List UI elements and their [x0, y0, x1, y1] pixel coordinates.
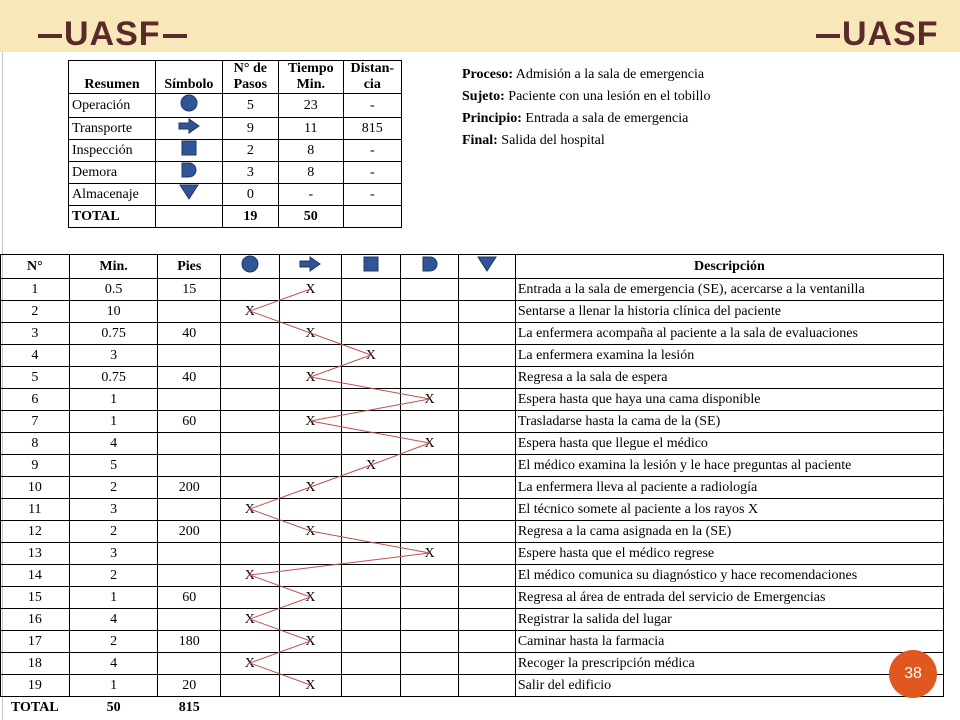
symbol-cell	[221, 367, 280, 389]
summary-time: 11	[279, 118, 344, 140]
table-row	[1, 499, 944, 521]
step-feet	[158, 565, 221, 587]
step-mark: X	[244, 655, 255, 671]
symbol-cell	[459, 367, 516, 389]
symbol-cell	[400, 653, 459, 675]
table-row	[1, 675, 944, 697]
triangle-down-icon	[477, 256, 497, 277]
symbol-cell	[279, 609, 342, 631]
step-mark-cell	[279, 367, 342, 389]
symbol-cell	[342, 389, 401, 411]
summary-distance: -	[343, 94, 401, 118]
symbol-cell	[459, 345, 516, 367]
symbol-cell	[400, 477, 459, 499]
summary-label: Almacenaje	[69, 184, 156, 206]
symbol-cell	[221, 323, 280, 345]
step-feet: 60	[158, 411, 221, 433]
step-description: Caminar hasta la farmacia	[515, 631, 943, 653]
symbol-cell	[342, 609, 401, 631]
logo-left: UASF	[36, 16, 189, 52]
symbol-cell	[459, 433, 516, 455]
step-description: Espera hasta que llegue el médico	[515, 433, 943, 455]
step-number: 19	[1, 675, 70, 697]
summary-steps: 5	[222, 94, 278, 118]
step-mark: X	[244, 303, 255, 319]
step-feet: 200	[158, 477, 221, 499]
step-mark-cell	[221, 301, 280, 323]
symbol-cell	[342, 323, 401, 345]
step-number: 8	[1, 433, 70, 455]
header-pies: Pies	[158, 255, 221, 279]
step-description: Registrar la salida del lugar	[515, 609, 943, 631]
process-info-line	[462, 108, 710, 130]
step-mark-cell	[279, 521, 342, 543]
step-mark: X	[305, 677, 316, 693]
symbol-cell	[279, 455, 342, 477]
step-number: 14	[1, 565, 70, 587]
step-mark: X	[244, 567, 255, 583]
step-mark: X	[244, 501, 255, 517]
symbol-cell	[400, 675, 459, 697]
process-info-line	[462, 86, 710, 108]
step-feet: 20	[158, 675, 221, 697]
step-minutes: 2	[69, 521, 158, 543]
step-minutes: 1	[69, 389, 158, 411]
symbol-cell	[342, 543, 401, 565]
summary-symbol	[156, 184, 223, 206]
symbol-cell	[459, 587, 516, 609]
symbol-cell	[459, 455, 516, 477]
step-mark: X	[305, 281, 316, 297]
step-number: 10	[1, 477, 70, 499]
step-description: La enfermera acompaña al paciente a la sala de evaluaciones	[515, 323, 943, 345]
step-mark: X	[365, 457, 377, 473]
square-icon	[363, 256, 379, 277]
symbol-cell	[459, 631, 516, 653]
symbol-cell	[400, 565, 459, 587]
step-description: Espere hasta que el médico regrese	[515, 543, 943, 565]
step-mark-cell	[400, 389, 459, 411]
arrow-right-icon	[178, 118, 200, 139]
step-mark-cell	[221, 609, 280, 631]
step-mark-cell	[279, 631, 342, 653]
symbol-cell	[221, 543, 280, 565]
symbol-cell	[342, 631, 401, 653]
process-info-line	[462, 64, 710, 86]
step-description: La enfermera lleva al paciente a radiología	[515, 477, 943, 499]
step-mark-cell	[221, 653, 280, 675]
symbol-cell	[459, 521, 516, 543]
circle-icon	[241, 255, 259, 278]
symbol-cell	[459, 323, 516, 345]
summary-symbol	[156, 94, 223, 118]
symbol-cell	[400, 521, 459, 543]
symbol-cell	[221, 279, 280, 301]
step-description: Sentarse a llenar la historia clínica del paciente	[515, 301, 943, 323]
symbol-cell	[459, 675, 516, 697]
step-mark: X	[424, 545, 435, 561]
symbol-cell	[221, 675, 280, 697]
step-minutes: 5	[69, 455, 158, 477]
process-info-label: Proceso:	[462, 67, 514, 82]
step-description: Regresa a la cama asignada en la (SE)	[515, 521, 943, 543]
table-row	[1, 323, 944, 345]
header-numero: N°	[1, 255, 70, 279]
step-minutes: 2	[69, 565, 158, 587]
step-feet	[158, 389, 221, 411]
delay-d-icon	[422, 256, 438, 277]
step-mark: X	[305, 325, 316, 341]
page-number-badge: 38	[889, 650, 937, 698]
table-row	[1, 455, 944, 477]
step-minutes: 4	[69, 653, 158, 675]
step-number: 9	[1, 455, 70, 477]
step-feet: 60	[158, 587, 221, 609]
summary-distance: -	[343, 162, 401, 184]
symbol-cell	[342, 367, 401, 389]
step-description: Trasladarse hasta la cama de la (SE)	[515, 411, 943, 433]
process-info-value: Paciente con una lesión en el tobillo	[508, 89, 711, 104]
step-mark-cell	[279, 587, 342, 609]
process-chart-table	[0, 254, 944, 718]
summary-symbol	[156, 140, 223, 162]
step-mark-cell	[221, 499, 280, 521]
summary-row	[69, 162, 402, 184]
summary-label: Demora	[69, 162, 156, 184]
symbol-cell	[279, 653, 342, 675]
step-number: 2	[1, 301, 70, 323]
step-minutes: 10	[69, 301, 158, 323]
process-total-minutes: 50	[106, 699, 121, 715]
process-total-empty	[221, 697, 944, 719]
step-minutes: 1	[69, 411, 158, 433]
summary-total-empty	[156, 206, 223, 228]
summary-header-tiempo: Tiempo Min.	[279, 61, 344, 94]
process-info-value: Entrada a sala de emergencia	[525, 111, 689, 126]
step-mark: X	[305, 633, 316, 649]
symbol-cell	[400, 411, 459, 433]
symbol-cell	[342, 279, 401, 301]
step-mark: X	[305, 523, 316, 539]
summary-steps: 9	[222, 118, 278, 140]
symbol-cell	[221, 521, 280, 543]
summary-label: Transporte	[69, 118, 156, 140]
summary-time: 23	[279, 94, 344, 118]
step-minutes: 1	[69, 675, 158, 697]
summary-table	[68, 60, 402, 228]
summary-total-time: 50	[279, 206, 344, 228]
process-info-line	[462, 130, 710, 152]
symbol-cell	[221, 587, 280, 609]
process-info-label: Sujeto:	[462, 89, 505, 104]
step-number: 5	[1, 367, 70, 389]
symbol-cell	[459, 279, 516, 301]
step-minutes: 2	[69, 477, 158, 499]
symbol-cell	[459, 653, 516, 675]
summary-steps: 2	[222, 140, 278, 162]
symbol-cell	[459, 609, 516, 631]
step-mark: X	[305, 369, 316, 385]
summary-steps: 3	[222, 162, 278, 184]
symbol-cell	[400, 499, 459, 521]
step-mark-cell	[279, 411, 342, 433]
step-mark-cell	[342, 455, 401, 477]
process-info-value: Admisión a la sala de emergencia	[515, 67, 705, 82]
step-mark-cell	[400, 543, 459, 565]
symbol-cell	[459, 411, 516, 433]
step-number: 11	[1, 499, 70, 521]
step-description: Espera hasta que haya una cama disponible	[515, 389, 943, 411]
step-feet: 15	[158, 279, 221, 301]
summary-header-distancia: Distan- cia	[343, 61, 401, 94]
step-number: 1	[1, 279, 70, 301]
summary-header-pasos: N° de Pasos	[222, 61, 278, 94]
step-description: Regresa a la sala de espera	[515, 367, 943, 389]
symbol-cell	[400, 279, 459, 301]
table-row	[1, 543, 944, 565]
process-info-label: Final:	[462, 133, 498, 148]
table-row	[1, 521, 944, 543]
summary-total-empty-2	[343, 206, 401, 228]
symbol-cell	[279, 389, 342, 411]
table-row	[1, 609, 944, 631]
step-minutes: 0.5	[69, 279, 158, 301]
summary-label: Inspección	[69, 140, 156, 162]
process-info-value: Salida del hospital	[501, 133, 605, 148]
header-transport-symbol	[279, 255, 342, 279]
process-header-row	[1, 255, 944, 279]
table-row	[1, 477, 944, 499]
summary-total-label: TOTAL	[69, 206, 156, 228]
step-number: 3	[1, 323, 70, 345]
step-feet	[158, 653, 221, 675]
symbol-cell	[400, 367, 459, 389]
step-minutes: 3	[69, 345, 158, 367]
process-total-row	[1, 697, 944, 719]
step-mark-cell	[279, 279, 342, 301]
step-minutes: 2	[69, 631, 158, 653]
step-minutes: 0.75	[69, 323, 158, 345]
symbol-cell	[459, 301, 516, 323]
symbol-cell	[221, 433, 280, 455]
summary-time: -	[279, 184, 344, 206]
table-row	[1, 411, 944, 433]
step-feet	[158, 433, 221, 455]
symbol-cell	[342, 675, 401, 697]
triangle-down-icon	[179, 184, 199, 205]
process-total-label: TOTAL	[10, 699, 59, 715]
step-description: Salir del edificio	[515, 675, 943, 697]
symbol-cell	[400, 301, 459, 323]
step-mark-cell	[279, 675, 342, 697]
header-delay-symbol	[400, 255, 459, 279]
process-total-feet: 815	[178, 699, 200, 715]
header-storage-symbol	[459, 255, 516, 279]
summary-distance: -	[343, 140, 401, 162]
step-number: 13	[1, 543, 70, 565]
summary-header-resumen: Resumen	[69, 61, 156, 94]
summary-symbol	[156, 118, 223, 140]
step-feet	[158, 455, 221, 477]
step-mark-cell	[279, 323, 342, 345]
step-minutes: 4	[69, 433, 158, 455]
symbol-cell	[459, 565, 516, 587]
step-number: 15	[1, 587, 70, 609]
symbol-cell	[221, 411, 280, 433]
step-description: El médico examina la lesión y le hace preguntas al paciente	[515, 455, 943, 477]
symbol-cell	[279, 543, 342, 565]
table-row	[1, 389, 944, 411]
symbol-cell	[342, 499, 401, 521]
step-feet: 180	[158, 631, 221, 653]
summary-row	[69, 118, 402, 140]
symbol-cell	[221, 345, 280, 367]
summary-distance: 815	[343, 118, 401, 140]
symbol-cell	[342, 411, 401, 433]
step-number: 16	[1, 609, 70, 631]
step-mark: X	[305, 589, 316, 605]
header-inspection-symbol	[342, 255, 401, 279]
symbol-cell	[221, 455, 280, 477]
step-feet: 40	[158, 323, 221, 345]
summary-time: 8	[279, 162, 344, 184]
symbol-cell	[459, 499, 516, 521]
symbol-cell	[400, 345, 459, 367]
table-row	[1, 367, 944, 389]
step-feet	[158, 499, 221, 521]
step-mark: X	[305, 479, 316, 495]
table-row	[1, 301, 944, 323]
table-row	[1, 631, 944, 653]
step-mark: X	[424, 391, 435, 407]
step-number: 7	[1, 411, 70, 433]
symbol-cell	[279, 499, 342, 521]
summary-row	[69, 94, 402, 118]
header-descripcion: Descripción	[515, 255, 943, 279]
symbol-cell	[459, 477, 516, 499]
table-row	[1, 433, 944, 455]
symbol-cell	[342, 587, 401, 609]
symbol-cell	[221, 631, 280, 653]
step-feet	[158, 345, 221, 367]
header-minutos: Min.	[69, 255, 158, 279]
process-info-label: Principio:	[462, 111, 522, 126]
square-icon	[181, 140, 197, 161]
process-info	[462, 64, 710, 152]
table-row	[1, 565, 944, 587]
header-operation-symbol	[221, 255, 280, 279]
symbol-cell	[279, 301, 342, 323]
step-number: 17	[1, 631, 70, 653]
summary-header-simbolo: Símbolo	[156, 61, 223, 94]
step-feet	[158, 543, 221, 565]
symbol-cell	[342, 565, 401, 587]
symbol-cell	[459, 389, 516, 411]
step-number: 6	[1, 389, 70, 411]
symbol-cell	[400, 609, 459, 631]
symbol-cell	[342, 433, 401, 455]
step-minutes: 1	[69, 587, 158, 609]
table-row	[1, 587, 944, 609]
step-minutes: 0.75	[69, 367, 158, 389]
symbol-cell	[279, 565, 342, 587]
summary-total-steps: 19	[222, 206, 278, 228]
step-mark-cell	[400, 433, 459, 455]
symbol-cell	[400, 631, 459, 653]
symbol-cell	[342, 477, 401, 499]
step-minutes: 3	[69, 543, 158, 565]
step-feet: 200	[158, 521, 221, 543]
symbol-cell	[342, 653, 401, 675]
step-description: Regresa al área de entrada del servicio de Emergencias	[515, 587, 943, 609]
step-mark-cell	[342, 345, 401, 367]
summary-distance: -	[343, 184, 401, 206]
step-mark-cell	[279, 477, 342, 499]
step-description: El médico comunica su diagnóstico y hace recomendaciones	[515, 565, 943, 587]
symbol-cell	[221, 389, 280, 411]
step-description: Recoger la prescripción médica	[515, 653, 943, 675]
symbol-cell	[279, 345, 342, 367]
step-mark: X	[244, 611, 255, 627]
summary-total-row	[69, 206, 402, 228]
table-row	[1, 653, 944, 675]
summary-label: Operación	[69, 94, 156, 118]
step-mark: X	[365, 347, 377, 363]
symbol-cell	[400, 323, 459, 345]
summary-symbol	[156, 162, 223, 184]
step-mark-cell	[221, 565, 280, 587]
logo-right: UASF	[814, 16, 960, 52]
circle-icon	[180, 94, 198, 117]
step-description: Entrada a la sala de emergencia (SE), acercarse a la ventanilla	[515, 279, 943, 301]
step-feet	[158, 609, 221, 631]
table-row	[1, 279, 944, 301]
table-row	[1, 345, 944, 367]
summary-row	[69, 184, 402, 206]
summary-header-row	[69, 61, 402, 94]
symbol-cell	[279, 433, 342, 455]
step-description: El técnico somete al paciente a los rayos X	[515, 499, 943, 521]
symbol-cell	[342, 301, 401, 323]
step-description: La enfermera examina la lesión	[515, 345, 943, 367]
summary-time: 8	[279, 140, 344, 162]
step-mark: X	[305, 413, 316, 429]
step-feet	[158, 301, 221, 323]
step-mark: X	[424, 435, 435, 451]
step-number: 4	[1, 345, 70, 367]
arrow-right-icon	[299, 256, 321, 277]
delay-d-icon	[181, 162, 197, 183]
symbol-cell	[400, 587, 459, 609]
step-minutes: 3	[69, 499, 158, 521]
symbol-cell	[400, 455, 459, 477]
step-feet: 40	[158, 367, 221, 389]
summary-row	[69, 140, 402, 162]
summary-steps: 0	[222, 184, 278, 206]
symbol-cell	[342, 521, 401, 543]
symbol-cell	[221, 477, 280, 499]
symbol-cell	[459, 543, 516, 565]
step-number: 12	[1, 521, 70, 543]
step-minutes: 4	[69, 609, 158, 631]
step-number: 18	[1, 653, 70, 675]
